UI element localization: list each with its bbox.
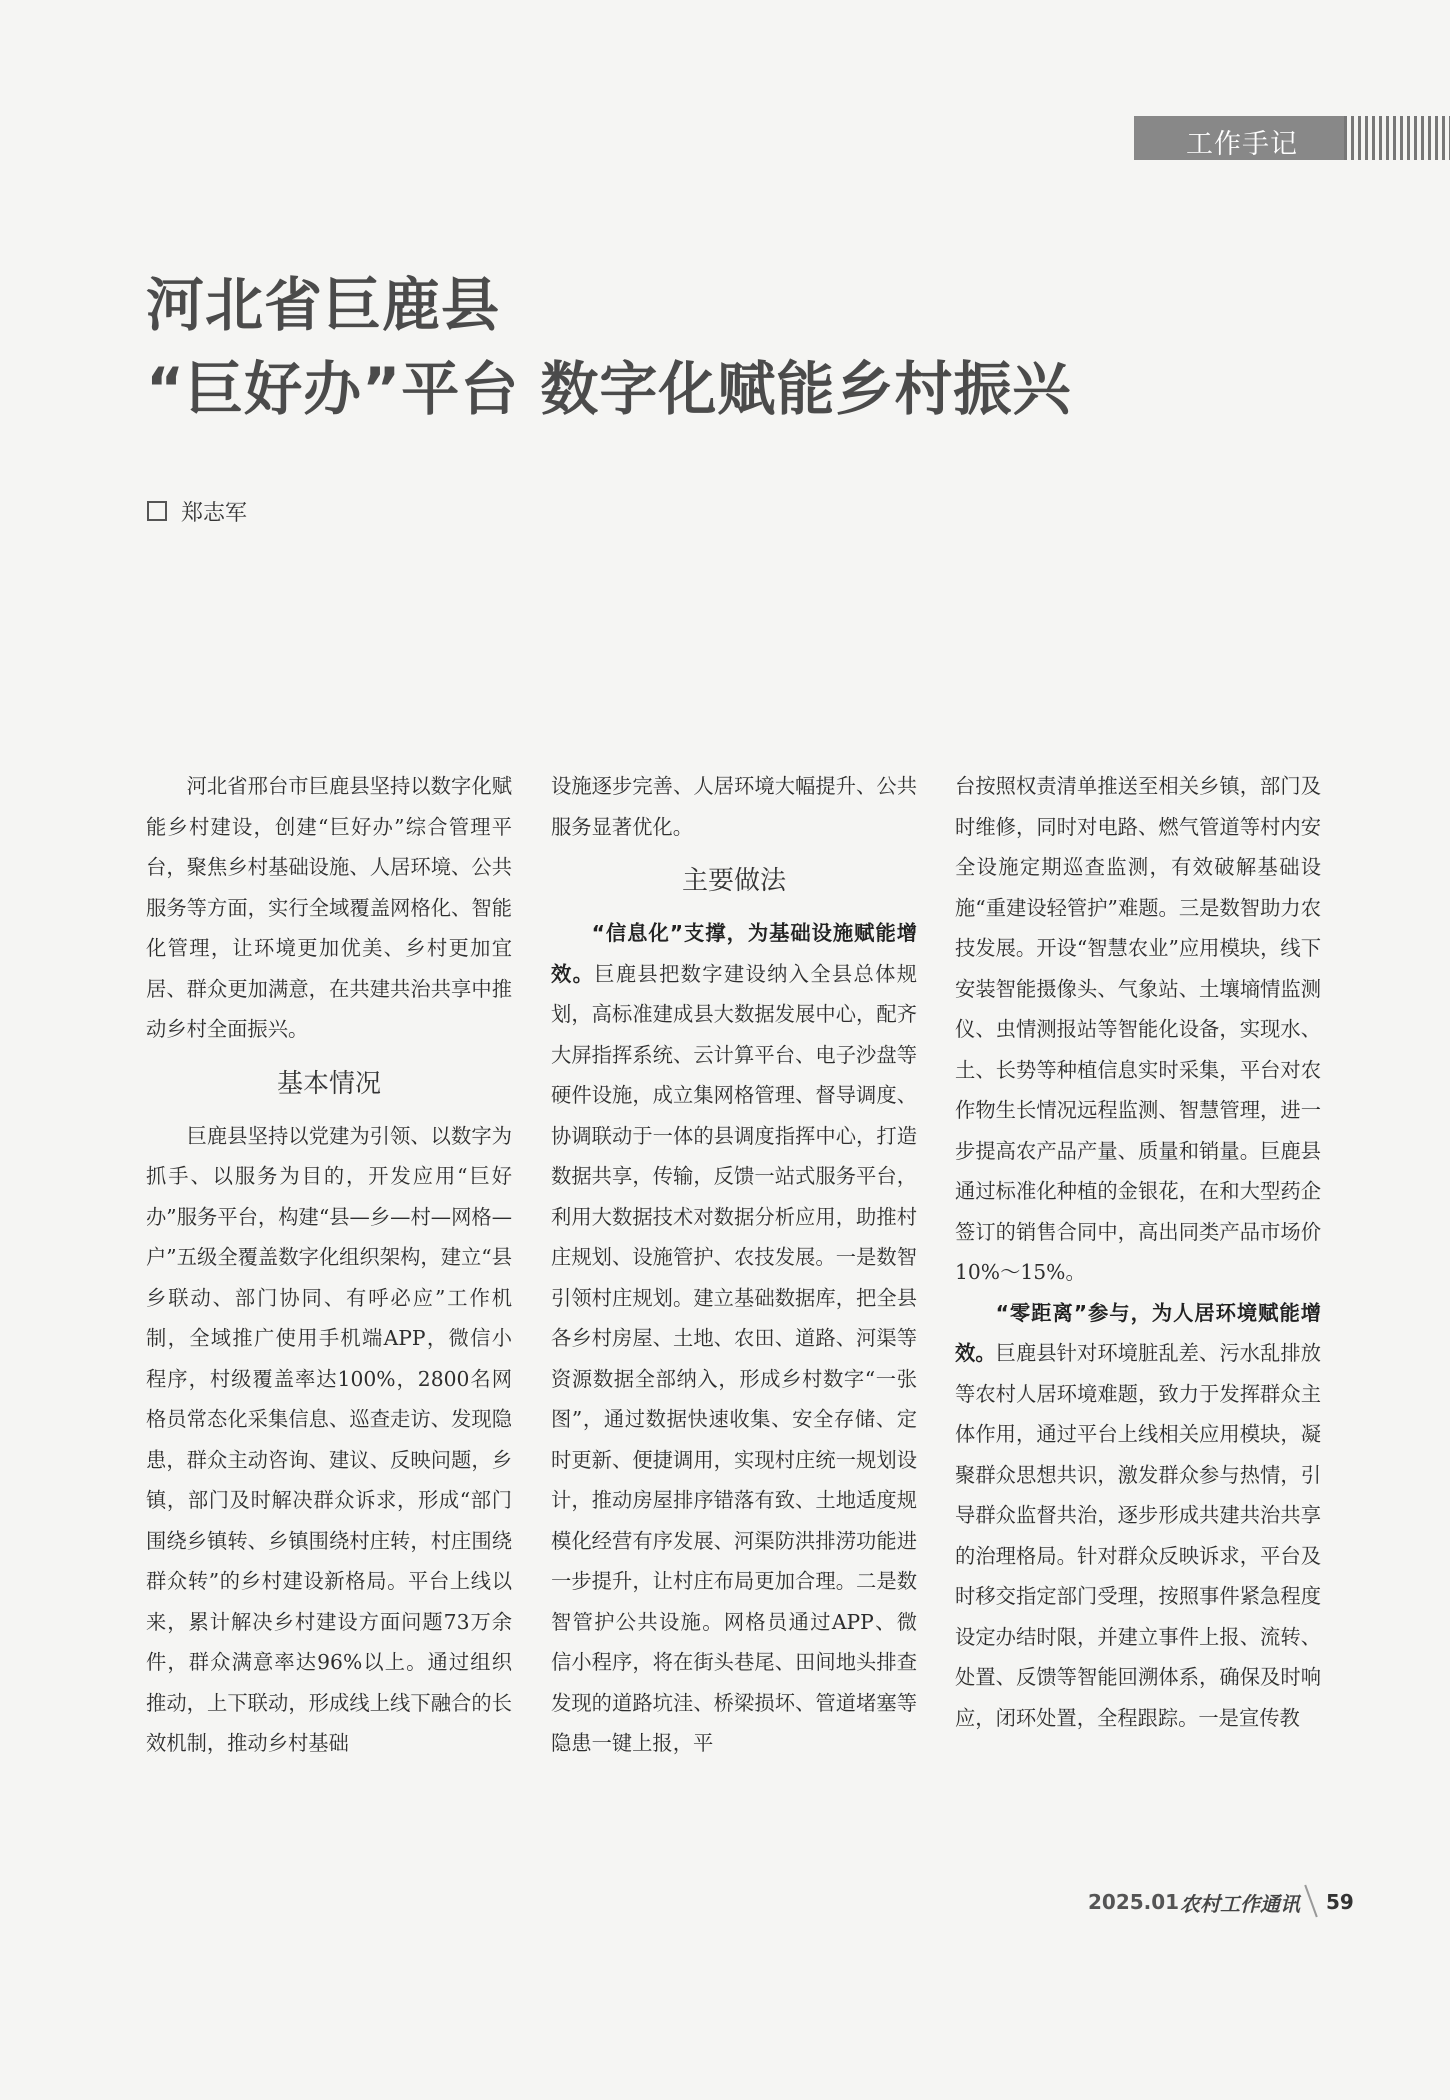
square-bullet-icon — [147, 501, 167, 521]
author-name: 郑志军 — [181, 501, 248, 526]
author-line — [147, 496, 247, 527]
text-column-1 — [146, 766, 512, 1764]
journal-logo: 农村工作通讯 — [1180, 1892, 1300, 1916]
intro-paragraph: 河北省邢台市巨鹿县坚持以数字化赋能乡村建设，创建“巨好办”综合管理平台，聚焦乡村基础设施、人居环境、公共服务等方面，实行全域覆盖网格化、智能化管理，让环境更加优美、乡村更加宜居、群众更加满意，在共建共治共享中推动乡村全面振兴。 — [146, 774, 512, 1041]
heading-main-methods: 主要做法 — [681, 866, 786, 896]
method1-text: 巨鹿县把数字建设纳入全县总体规划，高标准建成县大数据发展中心，配齐大屏指挥系统、云计算平台、电子沙盘等硬件设施，成立集网格管理、督导调度、协调联动于一体的县调度指挥中心，打造数据共享，传输，反馈一站式服务平台，利用大数据技术对数据分析应用，助推村庄规划、设施管护、农技发展。一是数智引领村庄规划。建立基础数据库，把全县各乡村房屋、土地、农田、道路、河渠等资源数据全部纳入，形成乡村数字“一张图”，通过数据快速收集、安全存储、定时更新、便捷调用，实现村庄统一规划设计，推动房屋排序错落有致、土地适度规模化经营有序发展、河渠防洪排涝功能进一步提升，让村庄布局更加合理。二是数智管护公共设施。网格员通过APP、微信小程序，将在街头巷尾、田间地头排查发现的道路坑洼、桥梁损坏、管道堵塞等隐患一键上报，平 — [551, 961, 917, 1755]
section-tag — [1134, 116, 1450, 160]
issue-date: 2025.01 — [1088, 1890, 1180, 1914]
method1-lead: “信息化”支撑，为基础设施赋能增效。 — [551, 921, 917, 986]
article-title-line2: “巨好办”平台 数字化赋能乡村振兴 — [146, 355, 1072, 423]
page-number: 59 — [1326, 1890, 1354, 1914]
text-column-3 — [955, 766, 1321, 1738]
continued-paragraph: 设施逐步完善、人居环境大幅提升、公共服务显著优化。 — [551, 774, 917, 839]
text-column-2 — [551, 766, 917, 1764]
continued-paragraph: 台按照权责清单推送至相关乡镇，部门及时维修，同时对电路、燃气管道等村内安全设施定期巡查监测，有效破解基础设施“重建设轻管护”难题。三是数智助力农技发展。开设“智慧农业”应用模块，线下安装智能摄像头、气象站、土壤墒情监测仪、虫情测报站等智能化设备，实现水、土、长势等种植信息实时采集，平台对农作物生长情况远程监测、智慧管理，进一步提高农产品产量、质量和销量。巨鹿县通过标准化种植的金银花，在和大型药企签订的销售合同中，高出同类产品市场价10%～15%。 — [955, 774, 1321, 1284]
footer-divider — [1304, 1885, 1318, 1918]
method2-paragraph — [955, 1293, 1321, 1739]
method2-lead: “零距离”参与，为人居环境赋能增效。 — [955, 1300, 1321, 1365]
basic-situation-paragraph: 巨鹿县坚持以党建为引领、以数字为抓手、以服务为目的，开发应用“巨好办”服务平台，构建“县—乡—村—网格—户”五级全覆盖数字化组织架构，建立“县乡联动、部门协同、有呼必应”工作机制，全域推广使用手机端APP，微信小程序，村级覆盖率达100%，2800名网格员常态化采集信息、巡查走访、发现隐患，群众主动咨询、建议、反映问题，乡镇，部门及时解决群众诉求，形成“部门围绕乡镇转、乡镇围绕村庄转，村庄围绕群众转”的乡村建设新格局。平台上线以来，累计解决乡村建设方面问题73万余件，群众满意率达96%以上。通过组织推动，上下联动，形成线上线下融合的长效机制，推动乡村基础 — [146, 1123, 512, 1755]
method1-paragraph — [551, 913, 917, 1764]
section-tag-label: 工作手记 — [1186, 129, 1298, 160]
article-title-line1: 河北省巨鹿县 — [146, 271, 501, 339]
method2-text: 巨鹿县针对环境脏乱差、污水乱排放等农村人居环境难题，致力于发挥群众主体作用，通过平台上线相关应用模块，凝聚群众思想共识，激发群众参与热情，引导群众监督共治，逐步形成共建共治共享的治理格局。针对群众反映诉求，平台及时移交指定部门受理，按照事件紧急程度设定办结时限，并建立事件上报、流转、处置、反馈等智能回溯体系，确保及时响应，闭环处置，全程跟踪。一是宣传教 — [955, 1341, 1321, 1730]
heading-basic-situation: 基本情况 — [276, 1068, 381, 1099]
